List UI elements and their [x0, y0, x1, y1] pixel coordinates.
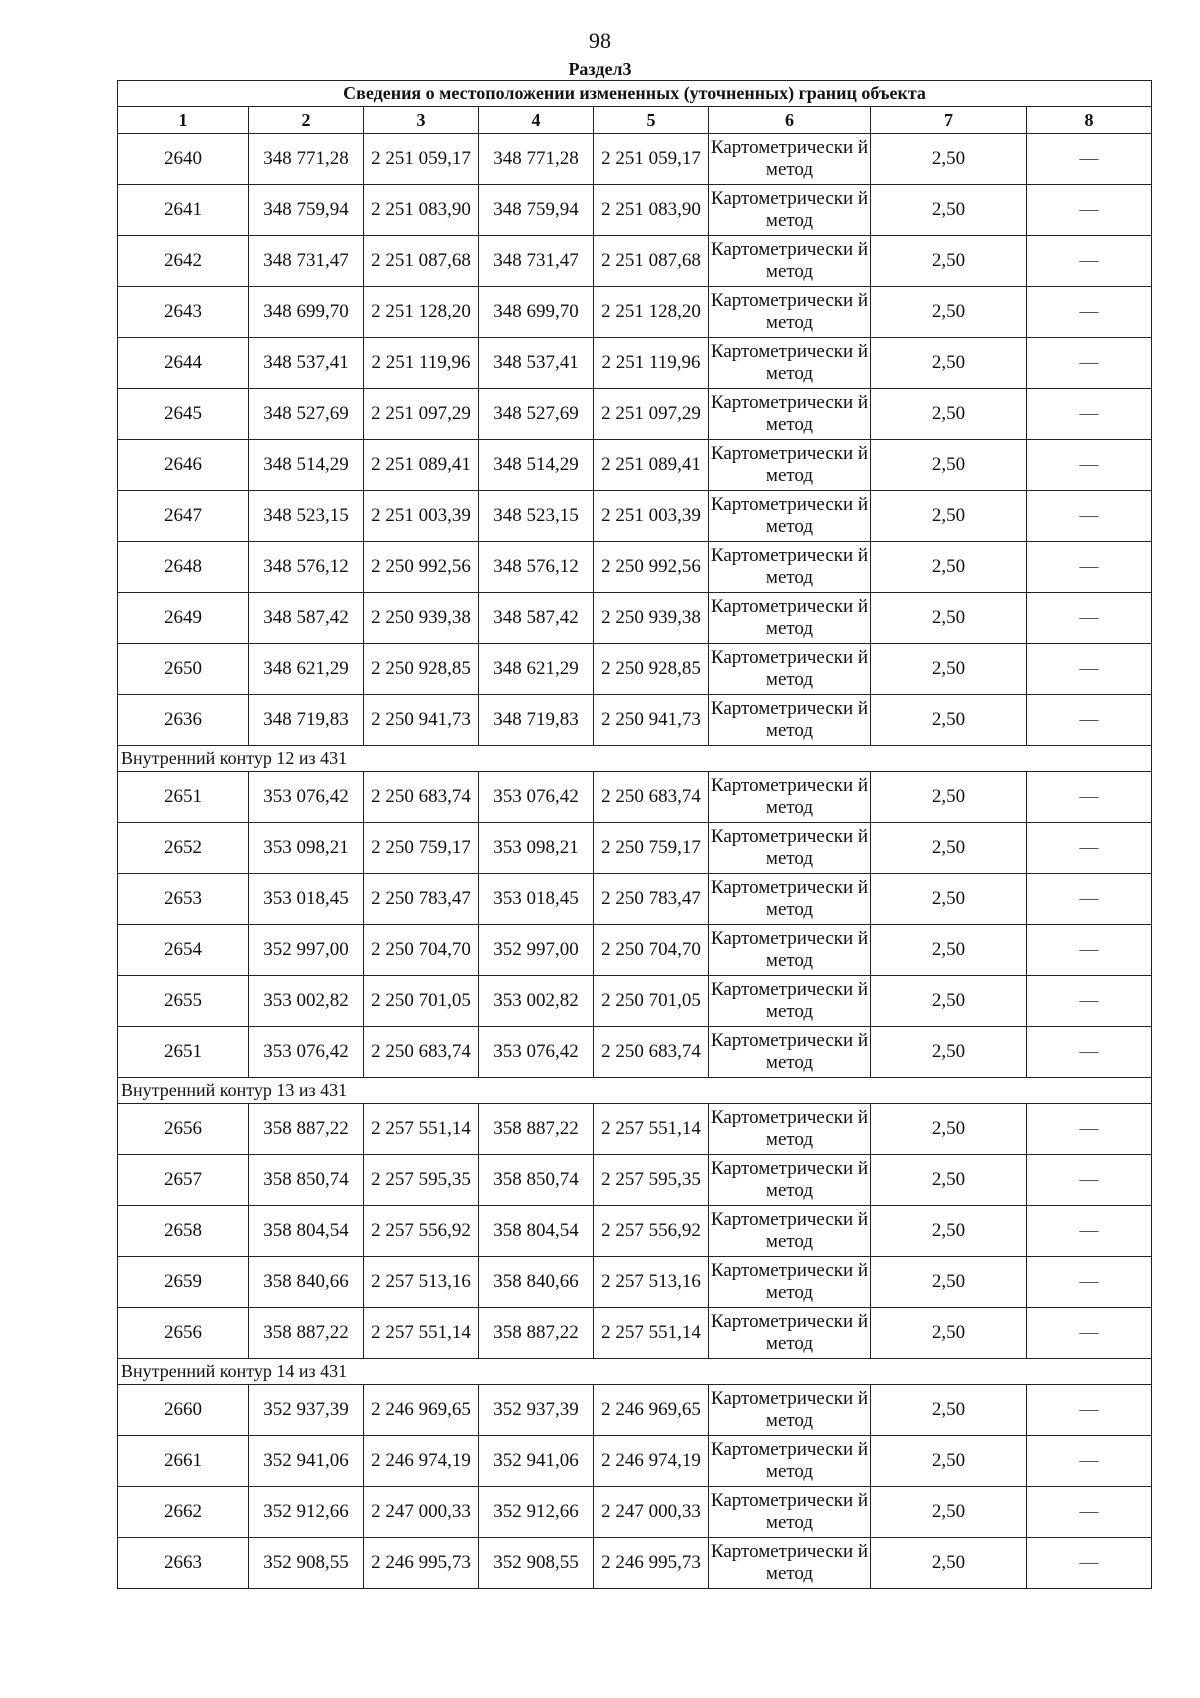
x-coordinate-cell: 353 018,45	[249, 874, 364, 925]
accuracy-cell: 2,50	[871, 695, 1027, 746]
description-cell: —	[1027, 1027, 1152, 1078]
x-coordinate-cell: 348 587,42	[479, 593, 594, 644]
point-number-cell: 2654	[118, 925, 249, 976]
contour-header-row	[118, 746, 1152, 772]
column-number-2: 2	[249, 107, 364, 134]
method-cell: Картометрически й метод	[709, 644, 871, 695]
x-coordinate-cell: 348 527,69	[479, 389, 594, 440]
y-coordinate-cell: 2 250 941,73	[364, 695, 479, 746]
x-coordinate-cell: 352 937,39	[249, 1385, 364, 1436]
y-coordinate-cell: 2 250 683,74	[594, 772, 709, 823]
point-number-cell: 2656	[118, 1308, 249, 1359]
x-coordinate-cell: 352 908,55	[479, 1538, 594, 1589]
y-coordinate-cell: 2 250 941,73	[594, 695, 709, 746]
method-cell: Картометрически й метод	[709, 1155, 871, 1206]
y-coordinate-cell: 2 257 595,35	[364, 1155, 479, 1206]
x-coordinate-cell: 348 699,70	[479, 287, 594, 338]
accuracy-cell: 2,50	[871, 976, 1027, 1027]
accuracy-cell: 2,50	[871, 542, 1027, 593]
x-coordinate-cell: 348 621,29	[249, 644, 364, 695]
table-row	[118, 134, 1152, 185]
x-coordinate-cell: 358 887,22	[479, 1104, 594, 1155]
table-row	[118, 389, 1152, 440]
column-number-8: 8	[1027, 107, 1152, 134]
method-cell: Картометрически й метод	[709, 874, 871, 925]
y-coordinate-cell: 2 257 556,92	[364, 1206, 479, 1257]
description-cell: —	[1027, 1487, 1152, 1538]
x-coordinate-cell: 352 912,66	[479, 1487, 594, 1538]
accuracy-cell: 2,50	[871, 134, 1027, 185]
method-cell: Картометрически й метод	[709, 1436, 871, 1487]
y-coordinate-cell: 2 257 556,92	[594, 1206, 709, 1257]
x-coordinate-cell: 348 523,15	[479, 491, 594, 542]
point-number-cell: 2641	[118, 185, 249, 236]
description-cell: —	[1027, 185, 1152, 236]
method-cell: Картометрически й метод	[709, 287, 871, 338]
y-coordinate-cell: 2 251 087,68	[594, 236, 709, 287]
column-number-6: 6	[709, 107, 871, 134]
table-row	[118, 236, 1152, 287]
accuracy-cell: 2,50	[871, 874, 1027, 925]
method-cell: Картометрически й метод	[709, 338, 871, 389]
accuracy-cell: 2,50	[871, 1308, 1027, 1359]
x-coordinate-cell: 353 076,42	[479, 772, 594, 823]
y-coordinate-cell: 2 250 783,47	[594, 874, 709, 925]
method-cell: Картометрически й метод	[709, 823, 871, 874]
point-number-cell: 2644	[118, 338, 249, 389]
table-row	[118, 185, 1152, 236]
y-coordinate-cell: 2 257 551,14	[594, 1308, 709, 1359]
table-row	[118, 644, 1152, 695]
method-cell: Картометрически й метод	[709, 1538, 871, 1589]
y-coordinate-cell: 2 246 974,19	[594, 1436, 709, 1487]
description-cell: —	[1027, 389, 1152, 440]
accuracy-cell: 2,50	[871, 644, 1027, 695]
x-coordinate-cell: 348 771,28	[479, 134, 594, 185]
accuracy-cell: 2,50	[871, 1206, 1027, 1257]
x-coordinate-cell: 358 887,22	[249, 1104, 364, 1155]
point-number-cell: 2650	[118, 644, 249, 695]
point-number-cell: 2660	[118, 1385, 249, 1436]
y-coordinate-cell: 2 251 087,68	[364, 236, 479, 287]
method-cell: Картометрически й метод	[709, 440, 871, 491]
description-cell: —	[1027, 287, 1152, 338]
accuracy-cell: 2,50	[871, 389, 1027, 440]
description-cell: —	[1027, 491, 1152, 542]
description-cell: —	[1027, 338, 1152, 389]
x-coordinate-cell: 348 699,70	[249, 287, 364, 338]
x-coordinate-cell: 352 941,06	[479, 1436, 594, 1487]
x-coordinate-cell: 348 731,47	[249, 236, 364, 287]
description-cell: —	[1027, 695, 1152, 746]
x-coordinate-cell: 353 076,42	[249, 1027, 364, 1078]
x-coordinate-cell: 353 018,45	[479, 874, 594, 925]
point-number-cell: 2663	[118, 1538, 249, 1589]
page-number: 98	[589, 28, 611, 53]
y-coordinate-cell: 2 250 939,38	[594, 593, 709, 644]
y-coordinate-cell: 2 251 119,96	[364, 338, 479, 389]
y-coordinate-cell: 2 250 701,05	[364, 976, 479, 1027]
x-coordinate-cell: 348 719,83	[479, 695, 594, 746]
y-coordinate-cell: 2 251 089,41	[594, 440, 709, 491]
y-coordinate-cell: 2 246 969,65	[594, 1385, 709, 1436]
method-cell: Картометрически й метод	[709, 1487, 871, 1538]
boundary-coordinates-table	[117, 80, 1152, 1589]
y-coordinate-cell: 2 251 083,90	[594, 185, 709, 236]
description-cell: —	[1027, 644, 1152, 695]
method-cell: Картометрически й метод	[709, 542, 871, 593]
description-cell: —	[1027, 1538, 1152, 1589]
table-row	[118, 1385, 1152, 1436]
description-cell: —	[1027, 440, 1152, 491]
x-coordinate-cell: 353 076,42	[249, 772, 364, 823]
x-coordinate-cell: 352 941,06	[249, 1436, 364, 1487]
table-row	[118, 440, 1152, 491]
y-coordinate-cell: 2 257 513,16	[364, 1257, 479, 1308]
accuracy-cell: 2,50	[871, 1257, 1027, 1308]
table-row	[118, 287, 1152, 338]
point-number-cell: 2636	[118, 695, 249, 746]
table-row	[118, 593, 1152, 644]
accuracy-cell: 2,50	[871, 491, 1027, 542]
x-coordinate-cell: 358 850,74	[249, 1155, 364, 1206]
accuracy-cell: 2,50	[871, 772, 1027, 823]
table-row	[118, 542, 1152, 593]
y-coordinate-cell: 2 247 000,33	[594, 1487, 709, 1538]
y-coordinate-cell: 2 250 704,70	[594, 925, 709, 976]
point-number-cell: 2652	[118, 823, 249, 874]
x-coordinate-cell: 353 076,42	[479, 1027, 594, 1078]
x-coordinate-cell: 358 804,54	[249, 1206, 364, 1257]
y-coordinate-cell: 2 257 551,14	[594, 1104, 709, 1155]
table-body	[118, 134, 1152, 1589]
table-row	[118, 925, 1152, 976]
table-row	[118, 491, 1152, 542]
x-coordinate-cell: 358 804,54	[479, 1206, 594, 1257]
x-coordinate-cell: 358 850,74	[479, 1155, 594, 1206]
point-number-cell: 2651	[118, 772, 249, 823]
x-coordinate-cell: 348 759,94	[479, 185, 594, 236]
point-number-cell: 2661	[118, 1436, 249, 1487]
method-cell: Картометрически й метод	[709, 695, 871, 746]
x-coordinate-cell: 348 587,42	[249, 593, 364, 644]
point-number-cell: 2648	[118, 542, 249, 593]
column-number-4: 4	[479, 107, 594, 134]
accuracy-cell: 2,50	[871, 1487, 1027, 1538]
description-cell: —	[1027, 1308, 1152, 1359]
x-coordinate-cell: 352 937,39	[479, 1385, 594, 1436]
method-cell: Картометрически й метод	[709, 134, 871, 185]
y-coordinate-cell: 2 257 551,14	[364, 1308, 479, 1359]
table-row	[118, 772, 1152, 823]
contour-label: Внутренний контур 14 из 431	[118, 1359, 1152, 1385]
description-cell: —	[1027, 1104, 1152, 1155]
method-cell: Картометрически й метод	[709, 1385, 871, 1436]
table-row	[118, 695, 1152, 746]
y-coordinate-cell: 2 250 683,74	[594, 1027, 709, 1078]
description-cell: —	[1027, 823, 1152, 874]
description-cell: —	[1027, 772, 1152, 823]
method-cell: Картометрически й метод	[709, 236, 871, 287]
description-cell: —	[1027, 236, 1152, 287]
y-coordinate-cell: 2 251 089,41	[364, 440, 479, 491]
table-row	[118, 1027, 1152, 1078]
y-coordinate-cell: 2 251 059,17	[364, 134, 479, 185]
point-number-cell: 2655	[118, 976, 249, 1027]
section-title: Раздел3	[568, 59, 632, 79]
x-coordinate-cell: 348 537,41	[249, 338, 364, 389]
point-number-cell: 2645	[118, 389, 249, 440]
accuracy-cell: 2,50	[871, 236, 1027, 287]
y-coordinate-cell: 2 250 704,70	[364, 925, 479, 976]
column-number-1: 1	[118, 107, 249, 134]
x-coordinate-cell: 348 719,83	[249, 695, 364, 746]
accuracy-cell: 2,50	[871, 1385, 1027, 1436]
x-coordinate-cell: 348 731,47	[479, 236, 594, 287]
accuracy-cell: 2,50	[871, 593, 1027, 644]
x-coordinate-cell: 358 840,66	[249, 1257, 364, 1308]
y-coordinate-cell: 2 246 995,73	[364, 1538, 479, 1589]
x-coordinate-cell: 348 771,28	[249, 134, 364, 185]
x-coordinate-cell: 348 514,29	[479, 440, 594, 491]
y-coordinate-cell: 2 251 003,39	[364, 491, 479, 542]
table-row	[118, 1538, 1152, 1589]
y-coordinate-cell: 2 251 128,20	[364, 287, 479, 338]
x-coordinate-cell: 348 576,12	[249, 542, 364, 593]
method-cell: Картометрически й метод	[709, 1308, 871, 1359]
x-coordinate-cell: 352 908,55	[249, 1538, 364, 1589]
x-coordinate-cell: 348 621,29	[479, 644, 594, 695]
table-row	[118, 1308, 1152, 1359]
x-coordinate-cell: 358 840,66	[479, 1257, 594, 1308]
y-coordinate-cell: 2 251 083,90	[364, 185, 479, 236]
point-number-cell: 2657	[118, 1155, 249, 1206]
accuracy-cell: 2,50	[871, 185, 1027, 236]
y-coordinate-cell: 2 246 969,65	[364, 1385, 479, 1436]
x-coordinate-cell: 348 759,94	[249, 185, 364, 236]
y-coordinate-cell: 2 257 595,35	[594, 1155, 709, 1206]
description-cell: —	[1027, 134, 1152, 185]
accuracy-cell: 2,50	[871, 1104, 1027, 1155]
method-cell: Картометрически й метод	[709, 925, 871, 976]
table-row	[118, 874, 1152, 925]
column-number-5: 5	[594, 107, 709, 134]
x-coordinate-cell: 352 912,66	[249, 1487, 364, 1538]
column-number-row	[118, 107, 1152, 134]
description-cell: —	[1027, 1436, 1152, 1487]
contour-label: Внутренний контур 13 из 431	[118, 1078, 1152, 1104]
column-number-7: 7	[871, 107, 1027, 134]
y-coordinate-cell: 2 250 928,85	[594, 644, 709, 695]
point-number-cell: 2649	[118, 593, 249, 644]
description-cell: —	[1027, 976, 1152, 1027]
table-row	[118, 1155, 1152, 1206]
x-coordinate-cell: 353 002,82	[249, 976, 364, 1027]
accuracy-cell: 2,50	[871, 440, 1027, 491]
x-coordinate-cell: 348 576,12	[479, 542, 594, 593]
table-row	[118, 338, 1152, 389]
y-coordinate-cell: 2 246 974,19	[364, 1436, 479, 1487]
y-coordinate-cell: 2 250 683,74	[364, 1027, 479, 1078]
y-coordinate-cell: 2 250 683,74	[364, 772, 479, 823]
point-number-cell: 2642	[118, 236, 249, 287]
y-coordinate-cell: 2 246 995,73	[594, 1538, 709, 1589]
x-coordinate-cell: 348 514,29	[249, 440, 364, 491]
description-cell: —	[1027, 593, 1152, 644]
y-coordinate-cell: 2 251 003,39	[594, 491, 709, 542]
column-number-3: 3	[364, 107, 479, 134]
x-coordinate-cell: 358 887,22	[249, 1308, 364, 1359]
method-cell: Картометрически й метод	[709, 491, 871, 542]
description-cell: —	[1027, 1257, 1152, 1308]
point-number-cell: 2658	[118, 1206, 249, 1257]
contour-header-row	[118, 1078, 1152, 1104]
y-coordinate-cell: 2 251 119,96	[594, 338, 709, 389]
table-row	[118, 1436, 1152, 1487]
y-coordinate-cell: 2 257 513,16	[594, 1257, 709, 1308]
accuracy-cell: 2,50	[871, 287, 1027, 338]
accuracy-cell: 2,50	[871, 1436, 1027, 1487]
x-coordinate-cell: 353 002,82	[479, 976, 594, 1027]
point-number-cell: 2656	[118, 1104, 249, 1155]
method-cell: Картометрически й метод	[709, 976, 871, 1027]
table-row	[118, 1206, 1152, 1257]
method-cell: Картометрически й метод	[709, 1104, 871, 1155]
table-row	[118, 976, 1152, 1027]
y-coordinate-cell: 2 250 783,47	[364, 874, 479, 925]
point-number-cell: 2653	[118, 874, 249, 925]
method-cell: Картометрически й метод	[709, 185, 871, 236]
x-coordinate-cell: 348 537,41	[479, 338, 594, 389]
y-coordinate-cell: 2 250 759,17	[364, 823, 479, 874]
method-cell: Картометрически й метод	[709, 772, 871, 823]
table-row	[118, 1257, 1152, 1308]
y-coordinate-cell: 2 257 551,14	[364, 1104, 479, 1155]
description-cell: —	[1027, 1385, 1152, 1436]
y-coordinate-cell: 2 250 992,56	[594, 542, 709, 593]
table-row	[118, 1104, 1152, 1155]
accuracy-cell: 2,50	[871, 925, 1027, 976]
y-coordinate-cell: 2 250 992,56	[364, 542, 479, 593]
point-number-cell: 2659	[118, 1257, 249, 1308]
x-coordinate-cell: 352 997,00	[249, 925, 364, 976]
accuracy-cell: 2,50	[871, 338, 1027, 389]
x-coordinate-cell: 353 098,21	[479, 823, 594, 874]
accuracy-cell: 2,50	[871, 1538, 1027, 1589]
method-cell: Картометрически й метод	[709, 593, 871, 644]
point-number-cell: 2640	[118, 134, 249, 185]
accuracy-cell: 2,50	[871, 1027, 1027, 1078]
description-cell: —	[1027, 925, 1152, 976]
y-coordinate-cell: 2 251 097,29	[364, 389, 479, 440]
contour-label: Внутренний контур 12 из 431	[118, 746, 1152, 772]
y-coordinate-cell: 2 251 128,20	[594, 287, 709, 338]
point-number-cell: 2662	[118, 1487, 249, 1538]
point-number-cell: 2646	[118, 440, 249, 491]
table-row	[118, 1487, 1152, 1538]
x-coordinate-cell: 353 098,21	[249, 823, 364, 874]
description-cell: —	[1027, 542, 1152, 593]
y-coordinate-cell: 2 250 939,38	[364, 593, 479, 644]
y-coordinate-cell: 2 250 759,17	[594, 823, 709, 874]
description-cell: —	[1027, 874, 1152, 925]
y-coordinate-cell: 2 250 928,85	[364, 644, 479, 695]
y-coordinate-cell: 2 250 701,05	[594, 976, 709, 1027]
y-coordinate-cell: 2 247 000,33	[364, 1487, 479, 1538]
x-coordinate-cell: 358 887,22	[479, 1308, 594, 1359]
contour-header-row	[118, 1359, 1152, 1385]
description-cell: —	[1027, 1155, 1152, 1206]
method-cell: Картометрически й метод	[709, 1206, 871, 1257]
x-coordinate-cell: 352 997,00	[479, 925, 594, 976]
description-cell: —	[1027, 1206, 1152, 1257]
x-coordinate-cell: 348 523,15	[249, 491, 364, 542]
method-cell: Картометрически й метод	[709, 1027, 871, 1078]
y-coordinate-cell: 2 251 097,29	[594, 389, 709, 440]
accuracy-cell: 2,50	[871, 1155, 1027, 1206]
point-number-cell: 2643	[118, 287, 249, 338]
method-cell: Картометрически й метод	[709, 1257, 871, 1308]
y-coordinate-cell: 2 251 059,17	[594, 134, 709, 185]
accuracy-cell: 2,50	[871, 823, 1027, 874]
method-cell: Картометрически й метод	[709, 389, 871, 440]
point-number-cell: 2651	[118, 1027, 249, 1078]
x-coordinate-cell: 348 527,69	[249, 389, 364, 440]
point-number-cell: 2647	[118, 491, 249, 542]
table-row	[118, 823, 1152, 874]
table-caption: Сведения о местоположении измененных (уточненных) границ объекта	[118, 81, 1152, 107]
